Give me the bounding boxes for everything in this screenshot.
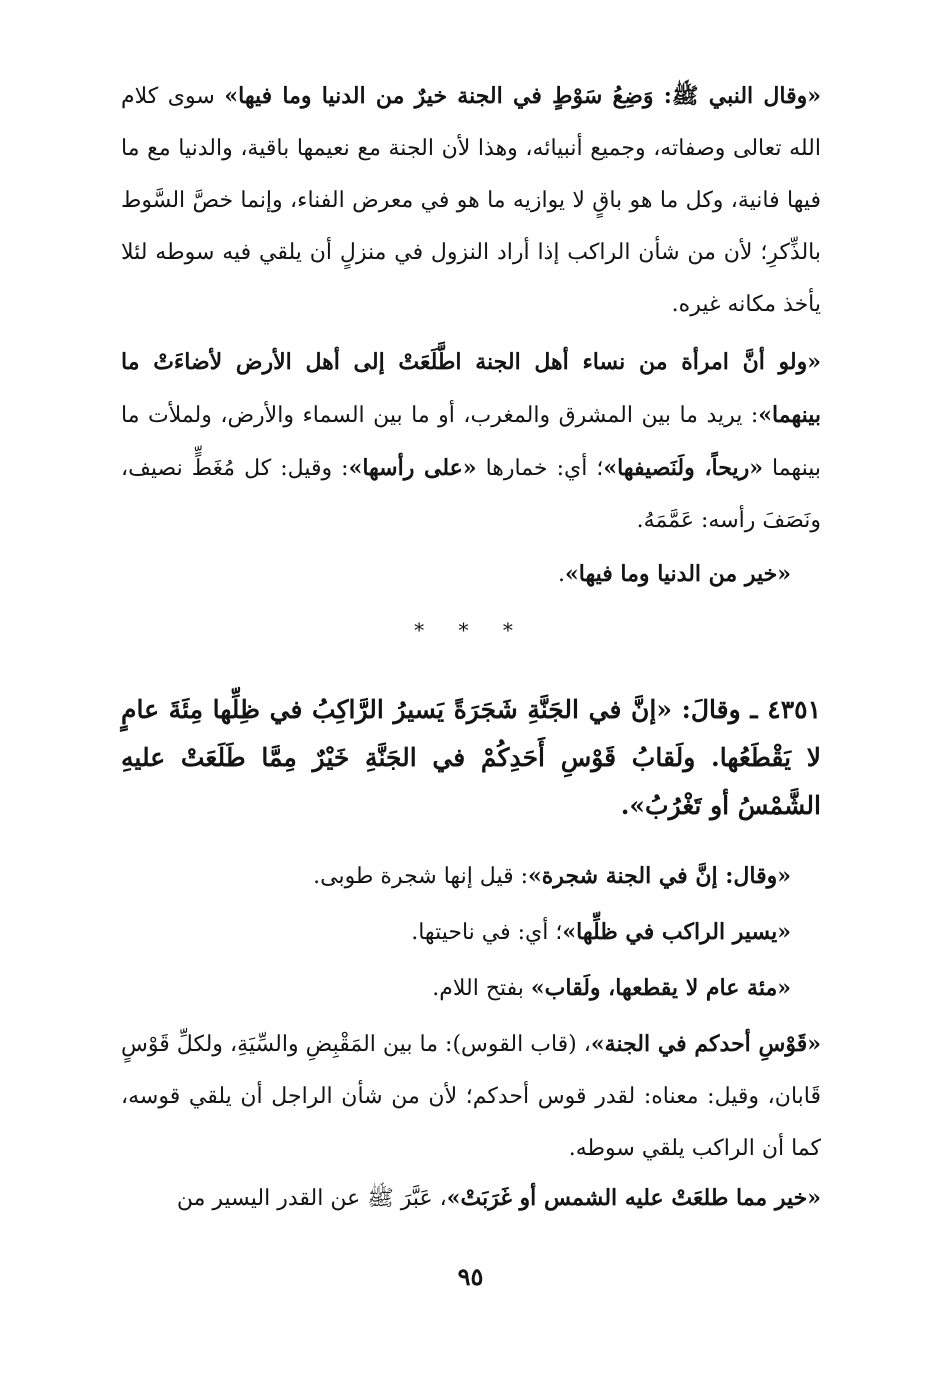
section-separator: * * * xyxy=(414,618,527,642)
note-hundred-years xyxy=(121,962,791,1015)
quoted-phrase: «يسير الراكب في ظلِّها» xyxy=(562,919,791,945)
commentary-text: ؛ أي: خمارها xyxy=(476,456,604,481)
commentary-text: ، عَبَّرَ ﷺ عن القدر اليسير من xyxy=(176,1186,447,1211)
quoted-phrase: «على رأسها» xyxy=(348,455,477,481)
quoted-phrase: «وقال: إنَّ في الجنة شجرة» xyxy=(528,863,791,889)
commentary-text: سوى كلام الله تعالى وصفاته، وجميع أنبيائه، وهذا لأن الجنة مع نعيمها باقية، والدنيا مع ما فيها فانية، وكل ما هو باقٍ لا يوازيه ما هو في معرض الفناء، وإنما خصَّ السَّوط بالذِّكرِ؛ لأن من شأن الراكب إذا أراد النزول في منزلٍ أن يلقي فيه سوطه لئلا يأخذ مكانه غيره. xyxy=(121,84,821,317)
quoted-phrase: «ولو أنَّ امرأة من نساء أهل الجنة اطَّلَعَتْ إلى أهل الأرض لأضاءَتْ ما بينهما» xyxy=(121,349,821,428)
commentary-text: : يريد ما بين المشرق والمغرب، أو ما بين السماء والأرض، ولملأت ما بينهما xyxy=(121,403,821,481)
commentary-text: ، (قاب القوس): ما بين المَقْبِضِ والسِّيَةِ، ولكلِّ قَوْسٍ قَابان، وقيل: معناه: لقدر قوس أحدكم؛ لأن من شأن الراجل أن يلقي قوسه، كما أن الراكب يلقي سوطه. xyxy=(121,1032,821,1161)
note-tree xyxy=(121,850,791,903)
page-number: ٩٥ xyxy=(457,1262,484,1291)
commentary-text: ؛ أي: في ناحيتها. xyxy=(411,920,563,945)
hadith-text: ٤٣٥١ ـ وقالَ: «إنَّ في الجَنَّةِ شَجَرَةً يَسيرُ الرَّاكِبُ في ظِلِّها مِئَةَ عامٍ لا يَقْطَعُها. ولَقابُ قَوْسِ أَحَدِكُمْ في الجَنَّةِ خَيْرٌ مِمَّا طَلَعَتْ عليهِ الشَّمْسُ أو تَغْرُبُ». xyxy=(121,695,821,820)
commentary-text: . xyxy=(558,562,566,587)
commentary-text: : قيل إنها شجرة طوبى. xyxy=(313,864,529,889)
commentary-paragraph-whip xyxy=(121,70,821,331)
quoted-phrase: «خير مما طلعَتْ عليه الشمس أو غَرَبَتْ» xyxy=(446,1185,821,1211)
note-sun xyxy=(121,1172,821,1225)
quoted-phrase: «وقال النبي ﷺ: وَضِعُ سَوْطٍ في الجنة خيرٌ من الدنيا وما فيها» xyxy=(224,83,821,109)
commentary-paragraph-woman xyxy=(121,336,821,547)
quoted-phrase: «خير من الدنيا وما فيها» xyxy=(565,561,791,587)
commentary-text: بفتح اللام. xyxy=(432,976,531,1001)
commentary-text: : وقيل: كل مُغَطٍّ نصيف، ونَصَفَ رأسه: عَمَّمَهُ. xyxy=(121,456,821,533)
note-bow xyxy=(121,1018,821,1175)
note-shade xyxy=(121,906,791,959)
quoted-phrase: «قَوْسِ أحدكم في الجنة» xyxy=(590,1031,821,1057)
quoted-phrase: «مئة عام لا يقطعها، ولَقاب» xyxy=(530,975,791,1001)
quoted-phrase: «ريحاً، ولَنَصيفها» xyxy=(603,455,763,481)
commentary-paragraph-short xyxy=(121,548,791,601)
